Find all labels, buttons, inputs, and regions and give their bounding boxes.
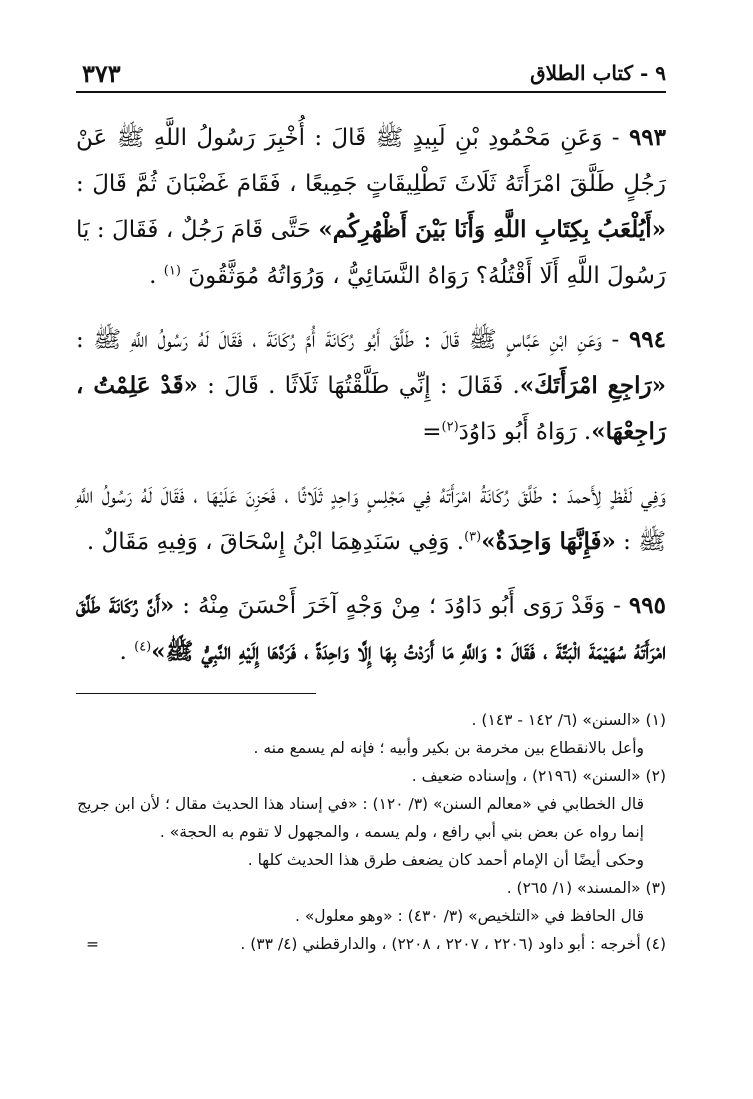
chapter-title: ٩ - كتاب الطلاق — [530, 61, 666, 85]
page-number: ٣٧٣ — [82, 59, 121, 88]
continuation-mark: = — [422, 419, 442, 445]
footnote-ref[interactable]: (٢) — [441, 419, 459, 435]
hadith-995 — [76, 583, 666, 675]
hadith-text: - وَعَنِ مَحْمُودِ بْنِ لَبِيدٍ ﷺ قَالَ : أُخْبِرَ رَسُولُ اللَّهِ ﷺ عَنْ رَجُلٍ طَلَّقَ امْرَأَتَهُ ثَلَاثَ تَطْلِيقَاتٍ جَمِيعًا ، فَقَامَ غَضْبَانَ ثُمَّ قَالَ : — [76, 125, 666, 197]
footnote-ref[interactable]: (٤) — [134, 639, 152, 655]
footnote-ref[interactable]: (١) — [163, 263, 181, 279]
footnotes — [76, 706, 666, 958]
footnote-separator — [76, 693, 316, 694]
hadith-994 — [76, 317, 666, 455]
footnote-3: (٣) «المسند» (١/ ٢٦٥) . — [506, 879, 666, 897]
book-page — [76, 55, 666, 958]
hadith-text: . رَوَاهُ أَبُو دَاوُدَ — [458, 419, 592, 445]
footnote-4 — [76, 930, 666, 958]
footnote-4-text: (٤) أخرجه : أبو داود (٢٢٠٦ ، ٢٢٠٧ ، ٢٢٠٨) ، والدارقطني (٤/ ٣٣) . — [240, 935, 666, 953]
prophetic-quote: «أَيُلْعَبُ بِكِتَابِ اللَّهِ وَأَنَا بَيْنَ أَظْهُرِكُم» — [318, 216, 667, 243]
footnote-2-note: قال الخطابي في «معالم السنن» (٣/ ١٢٠) : «في إسناد هذا الحديث مقال ؛ لأن ابن جريج إنما رواه عن بعض بني أبي رافع ، ولم يسمه ، والمجهول لا تقوم به الحجة» . — [77, 795, 644, 841]
footnote-separator-wrap — [76, 675, 666, 694]
hadith-number: ٩٩٥ — [628, 592, 666, 619]
hadith-end: . — [119, 639, 135, 665]
prophetic-quote: «رَاجِعِ امْرَأَتَكَ» — [519, 372, 666, 399]
hadith-text: - وَقَدْ رَوَى أَبُو دَاوُدَ ؛ مِنْ وَجْهٍ آخَرَ أَحْسَنَ مِنْهُ : — [174, 593, 629, 619]
footnote-ref[interactable]: (٣) — [464, 529, 482, 545]
footnote-3-note: قال الحافظ في «التلخيص» (٣/ ٤٣٠) : «وهو معلول» . — [294, 907, 644, 925]
hadith-text: - وَعَنِ ابْنِ عَبَّاسٍ ﷺ قَالَ : طَلَّقَ أَبُو رُكَانَةَ أُمَّ رُكَانَةَ ، فَقَالَ لَهُ رَسُولُ اللَّهِ ﷺ : — [76, 327, 629, 353]
continuation-mark: = — [86, 935, 99, 953]
prophetic-quote: «فَإِنَّهَا وَاحِدَةٌ» — [481, 528, 616, 555]
hadith-text: وَفِي لَفْظٍ لِأَحمدَ : طَلَّقَ رُكَانَةُ امْرَأَتَهُ فِي مَجْلِسٍ وَاحِدٍ ثَلَاثًا ، فَحَزِنَ عَلَيْهَا ، فَقَالَ لَهُ رَسُولُ اللَّهِ ﷺ : — [76, 483, 666, 555]
page-header — [76, 55, 666, 93]
hadith-number: ٩٩٣ — [628, 124, 666, 151]
footnote-1: (١) «السنن» (٦/ ١٤٢ - ١٤٣) . — [471, 711, 666, 729]
hadith-end: . — [149, 263, 164, 289]
hadith-text: . وَفِي سَنَدِهِمَا ابْنُ إِسْحَاقَ ، وَفِيهِ مَقَالٌ . — [86, 529, 465, 555]
hadith-number: ٩٩٤ — [628, 326, 666, 353]
prophetic-quote: «أَنَّ رُكَانَةَ طَلَّقَ امْرَأَتَهُ سُهَيْمَةَ الْبَتَّةَ ، فَقَالَ : وَاللَّهِ مَا أَرَدْتُ بِهَا إِلَّا وَاحِدَةً ، فَرَدَّهَا إِلَيْهِ النَّبِيُّ ﷺ» — [76, 592, 666, 665]
prophetic-quote: «قَدْ عَلِمْتُ ، رَاجِعْهَا» — [76, 372, 666, 445]
hadith-993 — [76, 115, 666, 299]
footnote-1-note: وأعل بالانقطاع بين مخرمة بن بكير وأبيه ؛ فإنه لم يسمع منه . — [253, 739, 644, 757]
hadith-text: حَتَّى قَامَ رَجُلٌ ، فَقَالَ : يَا رَسُولَ اللَّهِ أَلَا أَقْتُلُهُ؟ رَوَاهُ النَّسَائِيُّ ، وَرُوَاتُهُ مُوَثَّقُونَ — [76, 217, 666, 289]
footnote-2: (٢) «السنن» (٢١٩٦) ، وإسناده ضعيف . — [411, 767, 666, 785]
footnote-2-note: وحكى أيضًا أن الإمام أحمد كان يضعف طرق هذا الحديث كلها . — [247, 851, 644, 869]
ahmad-wording — [76, 473, 666, 565]
hadith-text: . فَقَالَ : إِنِّي طَلَّقْتُهَا ثَلَاثًا . قَالَ : — [197, 373, 520, 399]
